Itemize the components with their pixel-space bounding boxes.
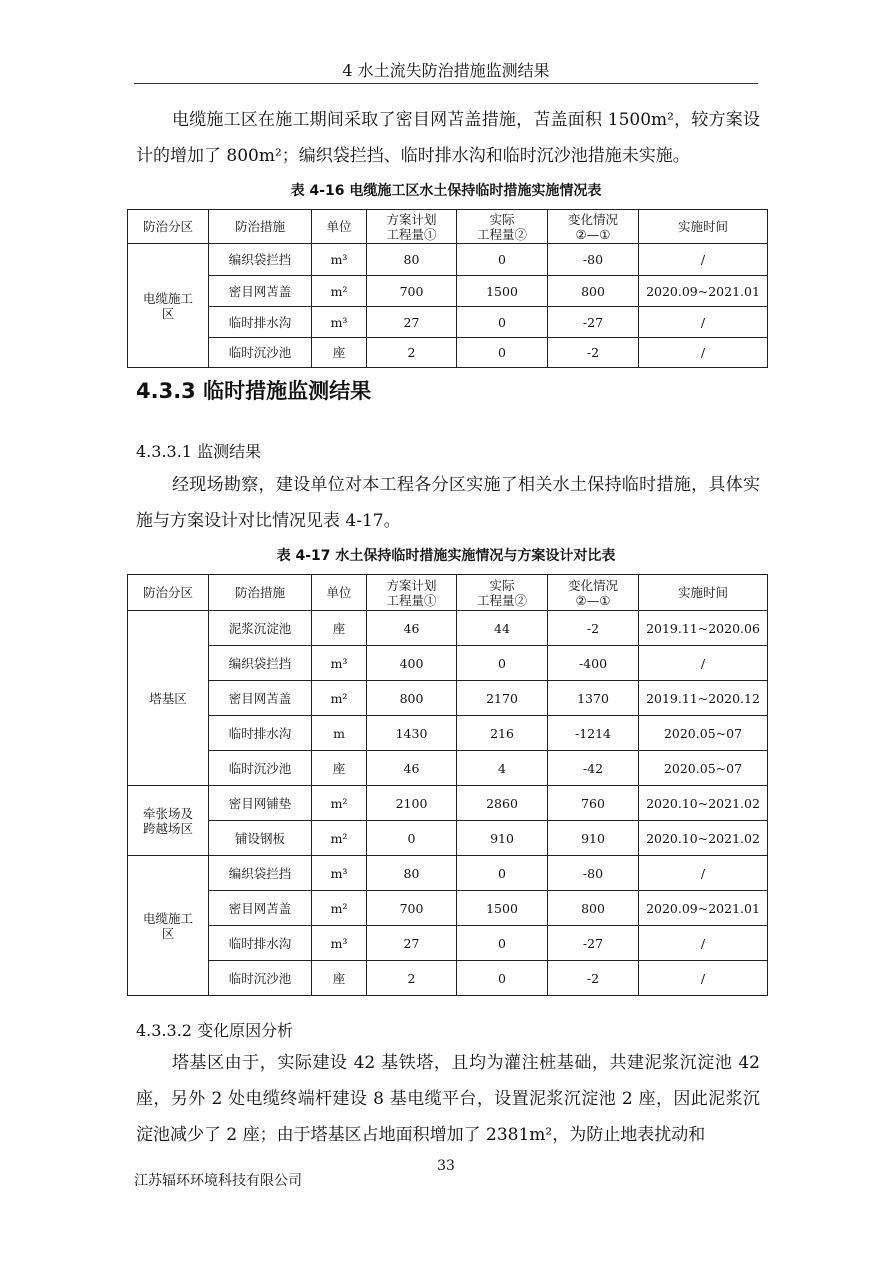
header-planned-line1: 方案计划 — [386, 577, 437, 593]
cell-measure: 密目网铺垫 — [209, 786, 312, 821]
cell-planned: 46 — [367, 751, 457, 786]
table-row — [128, 821, 768, 856]
cell-actual: 0 — [457, 338, 548, 368]
table-row — [128, 307, 768, 338]
cell-planned: 800 — [367, 681, 457, 716]
header-measure: 防治措施 — [209, 210, 312, 244]
cell-actual: 216 — [457, 716, 548, 751]
cell-actual: 1500 — [457, 276, 548, 307]
header-actual-line2: 工程量② — [476, 592, 527, 608]
cell-planned: 27 — [367, 307, 457, 338]
table-row — [128, 716, 768, 751]
header-change — [548, 575, 639, 611]
header-change-line1: 变化情况 — [567, 577, 618, 593]
table-4-17-caption: 表 4-17 水土保持临时措施实施情况与方案设计对比表 — [276, 548, 616, 564]
cell-planned: 2 — [367, 338, 457, 368]
cell-change: 800 — [548, 891, 639, 926]
cell-actual: 0 — [457, 307, 548, 338]
zone-cell-tower: 塔基区 — [128, 611, 209, 786]
cell-planned: 80 — [367, 856, 457, 891]
zone-stringing-line1: 牵张场及 — [142, 805, 193, 821]
cell-actual: 2860 — [457, 786, 548, 821]
cell-change: 800 — [548, 276, 639, 307]
cell-actual: 1500 — [457, 891, 548, 926]
cell-time: / — [639, 338, 768, 368]
cell-actual: 0 — [457, 961, 548, 996]
cell-time: / — [639, 307, 768, 338]
paragraph-2 — [136, 467, 760, 539]
table-row — [128, 681, 768, 716]
cell-measure: 密目网苫盖 — [209, 681, 312, 716]
zone-cable-line1: 电缆施工 — [142, 910, 193, 926]
cell-actual: 0 — [457, 646, 548, 681]
header-actual-line2: 工程量② — [476, 226, 527, 242]
header-time: 实施时间 — [639, 210, 768, 244]
cell-unit: m³ — [312, 646, 367, 681]
cell-measure: 密目网苫盖 — [209, 891, 312, 926]
header-planned — [367, 210, 457, 244]
header-rule — [134, 83, 758, 84]
cell-unit: m³ — [312, 926, 367, 961]
zone-cable-line1: 电缆施工 — [142, 290, 193, 306]
cell-unit: m³ — [312, 856, 367, 891]
cell-unit: m² — [312, 681, 367, 716]
cell-time: / — [639, 961, 768, 996]
header-actual-line1: 实际 — [489, 577, 515, 593]
table-row — [128, 751, 768, 786]
paragraph-2-text: 经现场勘察，建设单位对本工程各分区实施了相关水土保持临时措施，具体实施与方案设计对比情况见表 4-17。 — [136, 475, 760, 531]
cell-measure: 铺设钢板 — [209, 821, 312, 856]
cell-unit: 座 — [312, 961, 367, 996]
cell-actual: 0 — [457, 244, 548, 276]
cell-time: 2020.09~2021.01 — [639, 891, 768, 926]
cell-measure: 临时排水沟 — [209, 307, 312, 338]
intro-paragraph-text: 电缆施工区在施工期间采取了密目网苫盖措施，苫盖面积 1500m²，较方案设计的增加了 800m²；编织袋拦挡、临时排水沟和临时沉沙池措施未实施。 — [136, 110, 760, 166]
cell-unit: m² — [312, 276, 367, 307]
header-planned-line1: 方案计划 — [386, 211, 437, 227]
cell-change: -27 — [548, 926, 639, 961]
subsection-heading-analysis: 4.3.3.2 变化原因分析 — [136, 1021, 294, 1040]
cell-time: 2020.05~07 — [639, 751, 768, 786]
cell-actual: 4 — [457, 751, 548, 786]
cell-change: 1370 — [548, 681, 639, 716]
cell-measure: 编织袋拦挡 — [209, 646, 312, 681]
page-number: 33 — [437, 1158, 455, 1174]
cell-unit: m — [312, 716, 367, 751]
cell-change: -2 — [548, 961, 639, 996]
cell-planned: 0 — [367, 821, 457, 856]
table-row — [128, 611, 768, 646]
zone-cell-stringing — [128, 786, 209, 856]
cell-measure: 密目网苫盖 — [209, 276, 312, 307]
table-4-16 — [127, 209, 768, 368]
cell-time: 2020.10~2021.02 — [639, 786, 768, 821]
cell-measure: 临时沉沙池 — [209, 751, 312, 786]
cell-planned: 400 — [367, 646, 457, 681]
header-planned-line2: 工程量① — [386, 592, 437, 608]
cell-measure: 临时排水沟 — [209, 926, 312, 961]
cell-planned: 2 — [367, 961, 457, 996]
table-row — [128, 891, 768, 926]
cell-time: / — [639, 244, 768, 276]
zone-cable-line2: 区 — [161, 925, 175, 941]
table-header-row — [128, 575, 768, 611]
table-row — [128, 961, 768, 996]
cell-time: 2020.05~07 — [639, 716, 768, 751]
cell-unit: m³ — [312, 307, 367, 338]
paragraph-3-text: 塔基区由于，实际建设 42 基铁塔，且均为灌注桩基础，共建泥浆沉淀池 42 座，另外 2 处电缆终端杆建设 8 基电缆平台，设置泥浆沉淀池 2 座，因此泥浆沉淀池减少了 2 座；由于塔基区占地面积增加了 2381m²，为防止地表扰动和 — [136, 1053, 760, 1145]
cell-unit: m² — [312, 891, 367, 926]
cell-actual: 910 — [457, 821, 548, 856]
cell-measure: 编织袋拦挡 — [209, 856, 312, 891]
cell-measure: 泥浆沉淀池 — [209, 611, 312, 646]
cell-change: -42 — [548, 751, 639, 786]
table-row — [128, 926, 768, 961]
table-row — [128, 276, 768, 307]
header-change — [548, 210, 639, 244]
cell-actual: 0 — [457, 926, 548, 961]
cell-planned: 27 — [367, 926, 457, 961]
cell-change: -1214 — [548, 716, 639, 751]
header-zone: 防治分区 — [128, 575, 209, 611]
cell-unit: 座 — [312, 751, 367, 786]
zone-cell-cable — [128, 244, 209, 368]
cell-time: 2019.11~2020.06 — [639, 611, 768, 646]
section-heading: 4.3.3 临时措施监测结果 — [136, 379, 372, 403]
table-row — [128, 244, 768, 276]
header-change-line2: ②—① — [575, 226, 611, 242]
cell-time: / — [639, 646, 768, 681]
cell-planned: 80 — [367, 244, 457, 276]
header-time: 实施时间 — [639, 575, 768, 611]
footer-company: 江苏辐环环境科技有限公司 — [134, 1173, 302, 1189]
cell-actual: 44 — [457, 611, 548, 646]
cell-actual: 0 — [457, 856, 548, 891]
cell-measure: 编织袋拦挡 — [209, 244, 312, 276]
header-unit: 单位 — [312, 575, 367, 611]
header-measure: 防治措施 — [209, 575, 312, 611]
zone-cell-cable — [128, 856, 209, 996]
cell-time: / — [639, 856, 768, 891]
paragraph-3 — [136, 1045, 760, 1153]
table-row — [128, 786, 768, 821]
cell-unit: m² — [312, 821, 367, 856]
header-planned-line2: 工程量① — [386, 226, 437, 242]
cell-change: -2 — [548, 611, 639, 646]
cell-unit: 座 — [312, 611, 367, 646]
table-4-16-caption: 表 4-16 电缆施工区水土保持临时措施实施情况表 — [290, 183, 602, 199]
cell-time: 2019.11~2020.12 — [639, 681, 768, 716]
cell-time: 2020.10~2021.02 — [639, 821, 768, 856]
cell-change: -80 — [548, 244, 639, 276]
cell-planned: 46 — [367, 611, 457, 646]
subsection-heading-results: 4.3.3.1 监测结果 — [136, 442, 262, 461]
cell-change: 910 — [548, 821, 639, 856]
table-header-row — [128, 210, 768, 244]
table-row — [128, 338, 768, 368]
intro-paragraph — [136, 102, 760, 174]
cell-unit: 座 — [312, 338, 367, 368]
cell-measure: 临时沉沙池 — [209, 961, 312, 996]
table-4-17 — [127, 574, 768, 996]
cell-change: 760 — [548, 786, 639, 821]
cell-change: -27 — [548, 307, 639, 338]
page-header: 4 水土流失防治措施监测结果 — [342, 61, 550, 80]
zone-cable-line2: 区 — [161, 305, 175, 321]
header-change-line1: 变化情况 — [567, 211, 618, 227]
cell-change: -2 — [548, 338, 639, 368]
cell-unit: m² — [312, 786, 367, 821]
cell-planned: 2100 — [367, 786, 457, 821]
cell-planned: 700 — [367, 276, 457, 307]
table-row — [128, 856, 768, 891]
cell-planned: 700 — [367, 891, 457, 926]
header-actual — [457, 575, 548, 611]
header-planned — [367, 575, 457, 611]
zone-stringing-line2: 跨越场区 — [142, 820, 193, 836]
cell-measure: 临时排水沟 — [209, 716, 312, 751]
table-row — [128, 646, 768, 681]
header-actual — [457, 210, 548, 244]
cell-unit: m³ — [312, 244, 367, 276]
cell-change: -400 — [548, 646, 639, 681]
header-unit: 单位 — [312, 210, 367, 244]
cell-change: -80 — [548, 856, 639, 891]
cell-actual: 2170 — [457, 681, 548, 716]
header-actual-line1: 实际 — [489, 211, 515, 227]
cell-time: / — [639, 926, 768, 961]
header-change-line2: ②—① — [575, 592, 611, 608]
cell-measure: 临时沉沙池 — [209, 338, 312, 368]
header-zone: 防治分区 — [128, 210, 209, 244]
cell-planned: 1430 — [367, 716, 457, 751]
cell-time: 2020.09~2021.01 — [639, 276, 768, 307]
